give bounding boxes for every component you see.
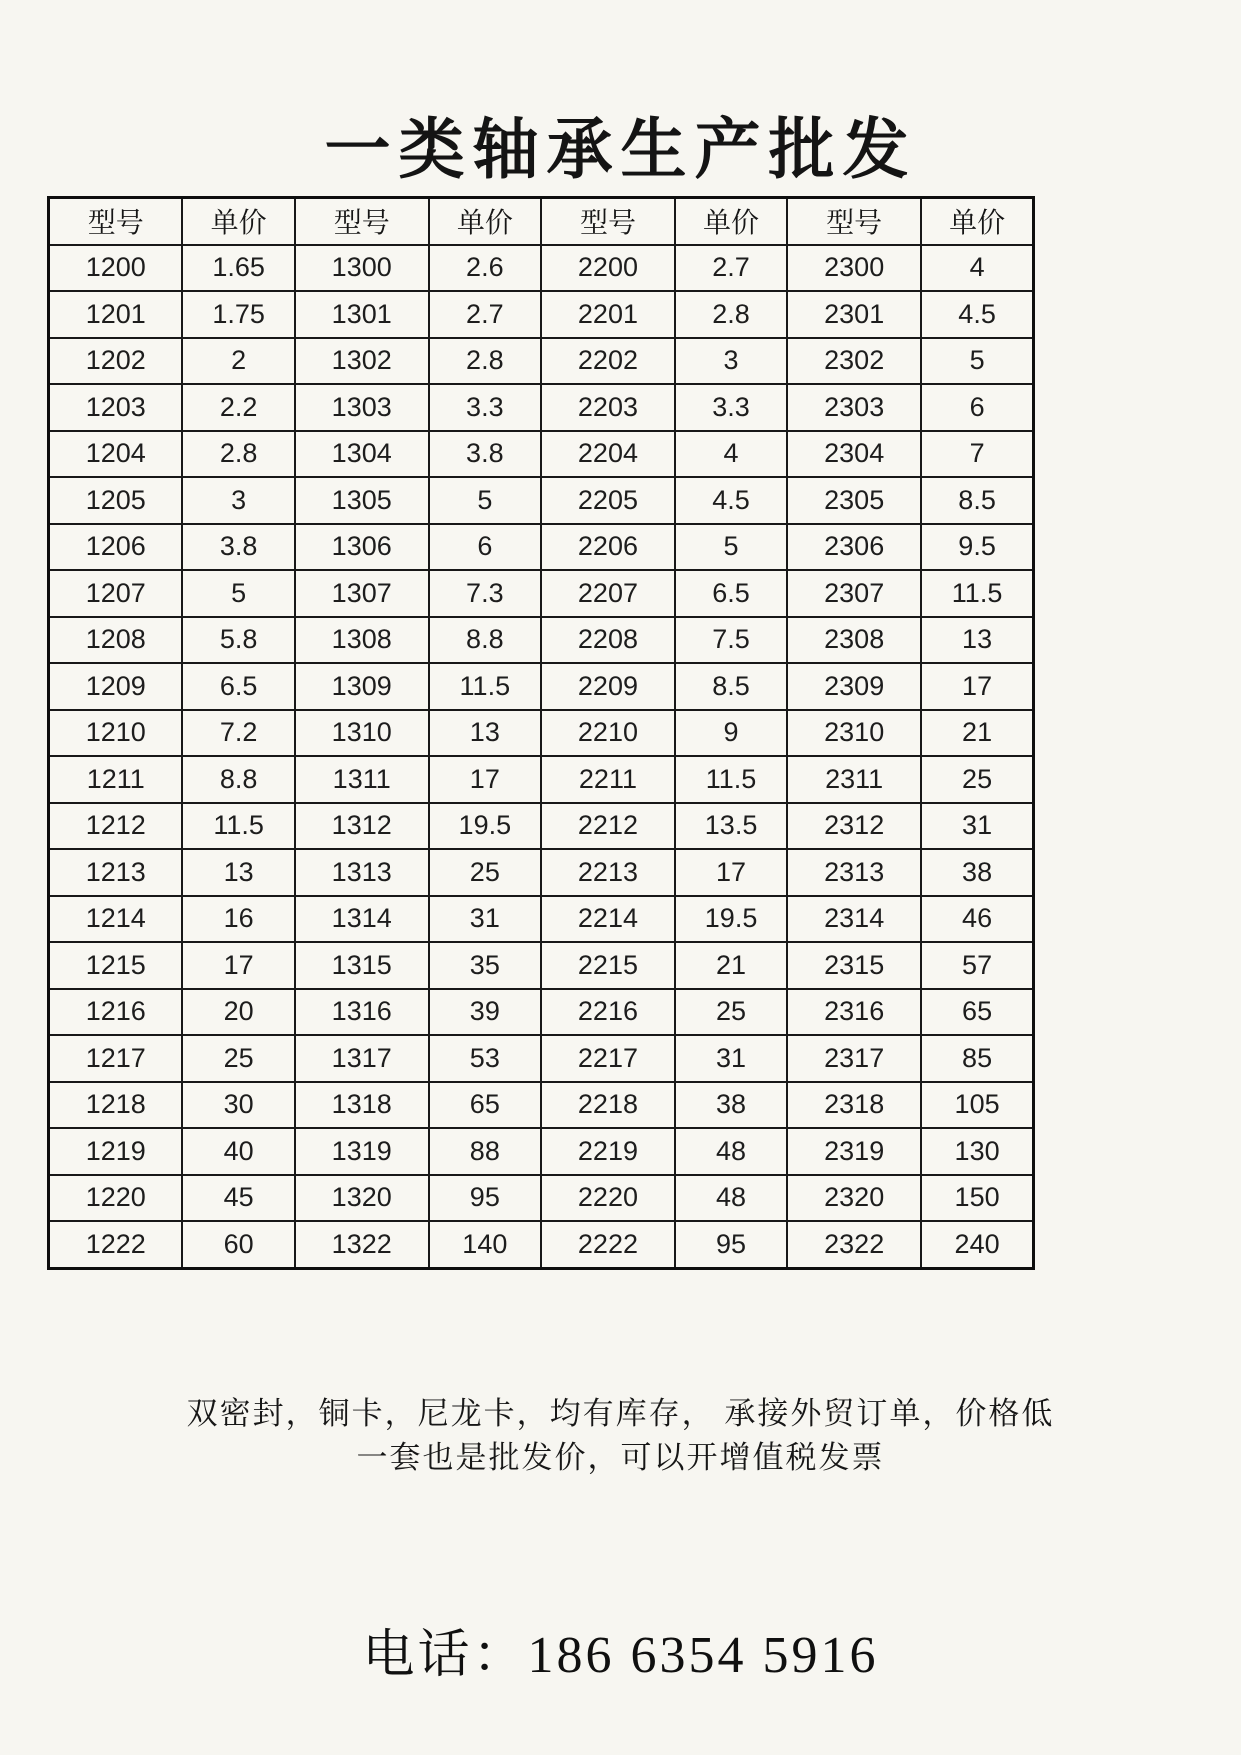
price-cell: 13 (921, 617, 1033, 664)
price-cell: 17 (182, 942, 294, 989)
model-cell: 2318 (787, 1082, 921, 1129)
column-header: 单价 (429, 198, 541, 245)
model-cell: 1211 (49, 756, 183, 803)
price-cell: 2.8 (429, 338, 541, 385)
model-cell: 2216 (541, 989, 675, 1036)
model-cell: 2209 (541, 663, 675, 710)
model-cell: 2205 (541, 477, 675, 524)
model-cell: 2310 (787, 710, 921, 757)
column-header: 单价 (675, 198, 787, 245)
model-cell: 1302 (295, 338, 429, 385)
price-cell: 11.5 (921, 570, 1033, 617)
price-cell: 48 (675, 1175, 787, 1222)
table-row (49, 663, 1034, 710)
model-cell: 2215 (541, 942, 675, 989)
table-row (49, 384, 1034, 431)
model-cell: 1202 (49, 338, 183, 385)
price-cell: 65 (921, 989, 1033, 1036)
price-cell: 5 (921, 338, 1033, 385)
price-cell: 30 (182, 1082, 294, 1129)
price-cell: 13 (429, 710, 541, 757)
price-cell: 53 (429, 1035, 541, 1082)
price-cell: 240 (921, 1221, 1033, 1268)
model-cell: 1212 (49, 803, 183, 850)
price-cell: 5.8 (182, 617, 294, 664)
price-cell: 11.5 (182, 803, 294, 850)
price-cell: 31 (675, 1035, 787, 1082)
table-row (49, 1175, 1034, 1222)
price-table (47, 196, 1035, 1270)
model-cell: 2306 (787, 524, 921, 571)
model-cell: 1209 (49, 663, 183, 710)
price-cell: 7.2 (182, 710, 294, 757)
model-cell: 2317 (787, 1035, 921, 1082)
model-cell: 1206 (49, 524, 183, 571)
table-row (49, 570, 1034, 617)
price-cell: 13 (182, 849, 294, 896)
model-cell: 2301 (787, 291, 921, 338)
model-cell: 1315 (295, 942, 429, 989)
model-cell: 1205 (49, 477, 183, 524)
model-cell: 2212 (541, 803, 675, 850)
table-row (49, 524, 1034, 571)
model-cell: 1214 (49, 896, 183, 943)
model-cell: 2202 (541, 338, 675, 385)
model-cell: 1309 (295, 663, 429, 710)
model-cell: 2319 (787, 1128, 921, 1175)
price-cell: 21 (675, 942, 787, 989)
price-cell: 8.8 (429, 617, 541, 664)
price-cell: 4 (675, 431, 787, 478)
price-cell: 4.5 (675, 477, 787, 524)
price-cell: 38 (675, 1082, 787, 1129)
model-cell: 2200 (541, 245, 675, 292)
price-cell: 4.5 (921, 291, 1033, 338)
note-invoice-line: 一套也是批发价，可以开增值税发票 (356, 1440, 885, 1475)
model-cell: 1217 (49, 1035, 183, 1082)
model-cell: 1213 (49, 849, 183, 896)
price-cell: 11.5 (675, 756, 787, 803)
model-cell: 1201 (49, 291, 183, 338)
model-cell: 1312 (295, 803, 429, 850)
price-cell: 88 (429, 1128, 541, 1175)
price-cell: 31 (921, 803, 1033, 850)
model-cell: 1219 (49, 1128, 183, 1175)
model-cell: 2201 (541, 291, 675, 338)
price-cell: 6.5 (182, 663, 294, 710)
price-cell: 17 (921, 663, 1033, 710)
model-cell: 2217 (541, 1035, 675, 1082)
table-row (49, 756, 1034, 803)
column-header: 型号 (787, 198, 921, 245)
table-row (49, 849, 1034, 896)
model-cell: 1303 (295, 384, 429, 431)
model-cell: 2303 (787, 384, 921, 431)
table-row (49, 1035, 1034, 1082)
price-cell: 1.75 (182, 291, 294, 338)
model-cell: 1218 (49, 1082, 183, 1129)
model-cell: 2307 (787, 570, 921, 617)
table-row (49, 942, 1034, 989)
model-cell: 2210 (541, 710, 675, 757)
model-cell: 2203 (541, 384, 675, 431)
model-cell: 2222 (541, 1221, 675, 1268)
model-cell: 2219 (541, 1128, 675, 1175)
price-cell: 46 (921, 896, 1033, 943)
column-header: 型号 (49, 198, 183, 245)
model-cell: 1314 (295, 896, 429, 943)
model-cell: 1322 (295, 1221, 429, 1268)
model-cell: 1317 (295, 1035, 429, 1082)
model-cell: 2320 (787, 1175, 921, 1222)
model-cell: 1304 (295, 431, 429, 478)
column-header: 单价 (921, 198, 1033, 245)
table-row (49, 291, 1034, 338)
model-cell: 2322 (787, 1221, 921, 1268)
price-cell: 6 (429, 524, 541, 571)
model-cell: 2305 (787, 477, 921, 524)
model-cell: 2204 (541, 431, 675, 478)
price-cell: 45 (182, 1175, 294, 1222)
model-cell: 1220 (49, 1175, 183, 1222)
price-cell: 9.5 (921, 524, 1033, 571)
price-cell: 48 (675, 1128, 787, 1175)
phone-number: 电话：186 6354 5916 (362, 1627, 879, 1684)
model-cell: 1319 (295, 1128, 429, 1175)
price-cell: 35 (429, 942, 541, 989)
price-cell: 5 (675, 524, 787, 571)
price-cell: 2.2 (182, 384, 294, 431)
price-cell: 2.8 (182, 431, 294, 478)
price-cell: 150 (921, 1175, 1033, 1222)
model-cell: 1208 (49, 617, 183, 664)
table-row (49, 245, 1034, 292)
price-cell: 21 (921, 710, 1033, 757)
model-cell: 1320 (295, 1175, 429, 1222)
model-cell: 1203 (49, 384, 183, 431)
model-cell: 2308 (787, 617, 921, 664)
price-cell: 31 (429, 896, 541, 943)
page-title: 一类轴承生产批发 (324, 114, 917, 187)
model-cell: 1216 (49, 989, 183, 1036)
model-cell: 2300 (787, 245, 921, 292)
table-row (49, 803, 1034, 850)
price-cell: 7.5 (675, 617, 787, 664)
price-cell: 4 (921, 245, 1033, 292)
model-cell: 1310 (295, 710, 429, 757)
model-cell: 1308 (295, 617, 429, 664)
model-cell: 2311 (787, 756, 921, 803)
price-cell: 25 (429, 849, 541, 896)
model-cell: 1200 (49, 245, 183, 292)
price-cell: 6 (921, 384, 1033, 431)
model-cell: 1204 (49, 431, 183, 478)
price-cell: 105 (921, 1082, 1033, 1129)
note-stock-line: 双密封，铜卡，尼龙卡，均有库存， 承接外贸订单，价格低 (186, 1396, 1055, 1431)
price-cell: 8.5 (921, 477, 1033, 524)
model-cell: 2316 (787, 989, 921, 1036)
price-cell: 38 (921, 849, 1033, 896)
price-cell: 16 (182, 896, 294, 943)
price-cell: 17 (429, 756, 541, 803)
price-cell: 9 (675, 710, 787, 757)
table-row (49, 617, 1034, 664)
price-cell: 25 (182, 1035, 294, 1082)
price-cell: 40 (182, 1128, 294, 1175)
price-cell: 25 (675, 989, 787, 1036)
column-header: 单价 (182, 198, 294, 245)
price-cell: 130 (921, 1128, 1033, 1175)
model-cell: 1207 (49, 570, 183, 617)
table-row (49, 1082, 1034, 1129)
price-cell: 95 (675, 1221, 787, 1268)
price-cell: 3.3 (675, 384, 787, 431)
price-cell: 5 (429, 477, 541, 524)
model-cell: 1318 (295, 1082, 429, 1129)
model-cell: 1307 (295, 570, 429, 617)
price-cell: 3.8 (182, 524, 294, 571)
price-cell: 2.8 (675, 291, 787, 338)
table-row (49, 477, 1034, 524)
price-cell: 39 (429, 989, 541, 1036)
price-cell: 57 (921, 942, 1033, 989)
model-cell: 2313 (787, 849, 921, 896)
model-cell: 1306 (295, 524, 429, 571)
price-cell: 2.7 (429, 291, 541, 338)
model-cell: 2206 (541, 524, 675, 571)
price-cell: 1.65 (182, 245, 294, 292)
model-cell: 1305 (295, 477, 429, 524)
model-cell: 2218 (541, 1082, 675, 1129)
table-row (49, 338, 1034, 385)
price-cell: 7.3 (429, 570, 541, 617)
price-cell: 19.5 (429, 803, 541, 850)
price-cell: 2.6 (429, 245, 541, 292)
model-cell: 1210 (49, 710, 183, 757)
model-cell: 1316 (295, 989, 429, 1036)
price-cell: 95 (429, 1175, 541, 1222)
model-cell: 2304 (787, 431, 921, 478)
model-cell: 2213 (541, 849, 675, 896)
model-cell: 2315 (787, 942, 921, 989)
column-header: 型号 (295, 198, 429, 245)
column-header: 型号 (541, 198, 675, 245)
price-cell: 17 (675, 849, 787, 896)
price-cell: 13.5 (675, 803, 787, 850)
model-cell: 2302 (787, 338, 921, 385)
model-cell: 2211 (541, 756, 675, 803)
table-row (49, 1128, 1034, 1175)
price-cell: 6.5 (675, 570, 787, 617)
model-cell: 2312 (787, 803, 921, 850)
table-row (49, 431, 1034, 478)
price-cell: 8.5 (675, 663, 787, 710)
price-cell: 20 (182, 989, 294, 1036)
model-cell: 2214 (541, 896, 675, 943)
model-cell: 1301 (295, 291, 429, 338)
model-cell: 2207 (541, 570, 675, 617)
price-cell: 19.5 (675, 896, 787, 943)
header-row (49, 198, 1034, 245)
price-cell: 5 (182, 570, 294, 617)
model-cell: 1311 (295, 756, 429, 803)
table-row (49, 896, 1034, 943)
price-cell: 85 (921, 1035, 1033, 1082)
price-cell: 11.5 (429, 663, 541, 710)
price-cell: 60 (182, 1221, 294, 1268)
price-cell: 3 (182, 477, 294, 524)
model-cell: 2309 (787, 663, 921, 710)
model-cell: 2208 (541, 617, 675, 664)
price-cell: 3 (675, 338, 787, 385)
model-cell: 2220 (541, 1175, 675, 1222)
model-cell: 1313 (295, 849, 429, 896)
price-cell: 2.7 (675, 245, 787, 292)
table-row (49, 710, 1034, 757)
model-cell: 1215 (49, 942, 183, 989)
price-cell: 2 (182, 338, 294, 385)
price-cell: 65 (429, 1082, 541, 1129)
price-cell: 7 (921, 431, 1033, 478)
model-cell: 1300 (295, 245, 429, 292)
model-cell: 1222 (49, 1221, 183, 1268)
price-cell: 25 (921, 756, 1033, 803)
table-row (49, 1221, 1034, 1268)
model-cell: 2314 (787, 896, 921, 943)
price-cell: 8.8 (182, 756, 294, 803)
price-cell: 140 (429, 1221, 541, 1268)
price-cell: 3.8 (429, 431, 541, 478)
price-cell: 3.3 (429, 384, 541, 431)
table-row (49, 989, 1034, 1036)
